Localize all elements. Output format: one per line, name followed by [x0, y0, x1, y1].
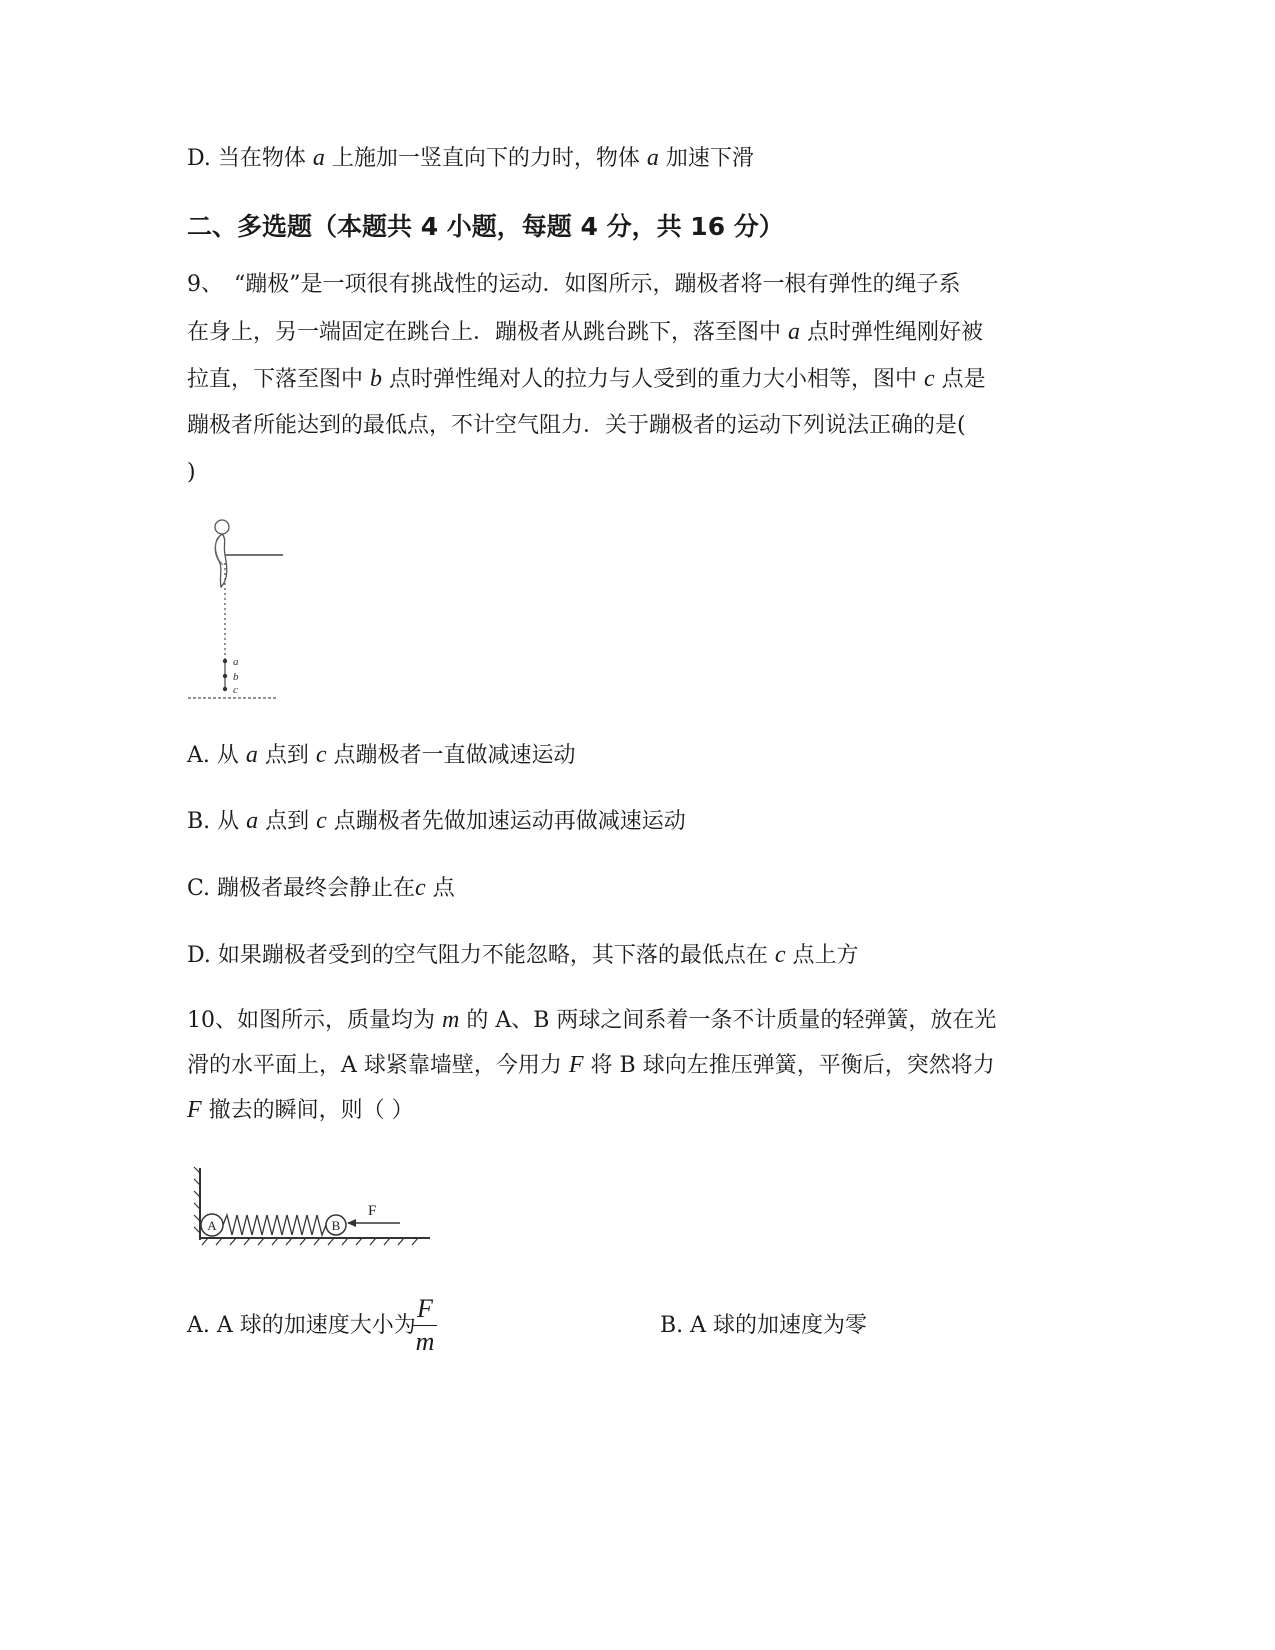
point-c [223, 687, 227, 691]
jumper-arm [216, 537, 223, 565]
q9-line-3: 拉直，下落至图中 b 点时弹性绳对人的拉力与人受到的重力大小相等，图中 c 点是 [187, 366, 986, 392]
q9-option-a: A. 从 a 点到 c 点蹦极者一直做减速运动 [187, 742, 576, 768]
point-a [223, 659, 227, 663]
fraction-bar [413, 1325, 437, 1326]
spring-figure [190, 1165, 440, 1250]
q9-line-2: 在身上，另一端固定在跳台上．蹦极者从跳台跳下，落至图中 a 点时弹性绳刚好被 [187, 319, 983, 345]
spring [223, 1215, 326, 1235]
q10-option-a: A. A 球的加速度大小为 [187, 1313, 416, 1338]
force-arrow-head [347, 1219, 356, 1227]
q9-option-b: B. 从 a 点到 c 点蹦极者先做加速运动再做减速运动 [187, 808, 686, 834]
force-label: F [368, 1203, 377, 1219]
label-c: c [233, 684, 238, 696]
bungee-figure [185, 515, 290, 705]
fraction-f-over-m: F m [413, 1295, 437, 1356]
q10-line-3: F 撤去的瞬间，则（ ） [187, 1097, 414, 1123]
q10-option-b: B. A 球的加速度为零 [660, 1313, 868, 1338]
ground-hatching [202, 1238, 418, 1245]
label-a: a [233, 656, 239, 668]
q9-line-5: ) [187, 460, 196, 485]
ball-b-label: B [331, 1218, 341, 1233]
point-b [223, 674, 227, 678]
section-title: 二、多选题（本题共 4 小题，每题 4 分，共 16 分） [187, 212, 784, 241]
q9-line-1: 9、 “蹦极”是一项很有挑战性的运动．如图所示，蹦极者将一根有弹性的绳子系 [187, 272, 961, 297]
q9-line-4: 蹦极者所能达到的最低点，不计空气阻力．关于蹦极者的运动下列说法正确的是( [187, 413, 966, 438]
ball-a-label: A [207, 1218, 217, 1233]
label-b: b [233, 671, 239, 683]
q10-line-1: 10、如图所示，质量均为 m 的 A、B 两球之间系着一条不计质量的轻弹簧，放在光 [187, 1007, 997, 1033]
jumper-head [215, 520, 229, 534]
prev-option-d: D. 当在物体 a 上施加一竖直向下的力时，物体 a 加速下滑 [187, 145, 754, 171]
q9-option-c: C. 蹦极者最终会静止在c 点 [187, 875, 455, 901]
q9-option-d: D. 如果蹦极者受到的空气阻力不能忽略，其下落的最低点在 c 点上方 [187, 942, 859, 968]
q10-line-2: 滑的水平面上，A 球紧靠墙壁，今用力 F 将 B 球向左推压弹簧，平衡后，突然将力 [187, 1052, 995, 1078]
